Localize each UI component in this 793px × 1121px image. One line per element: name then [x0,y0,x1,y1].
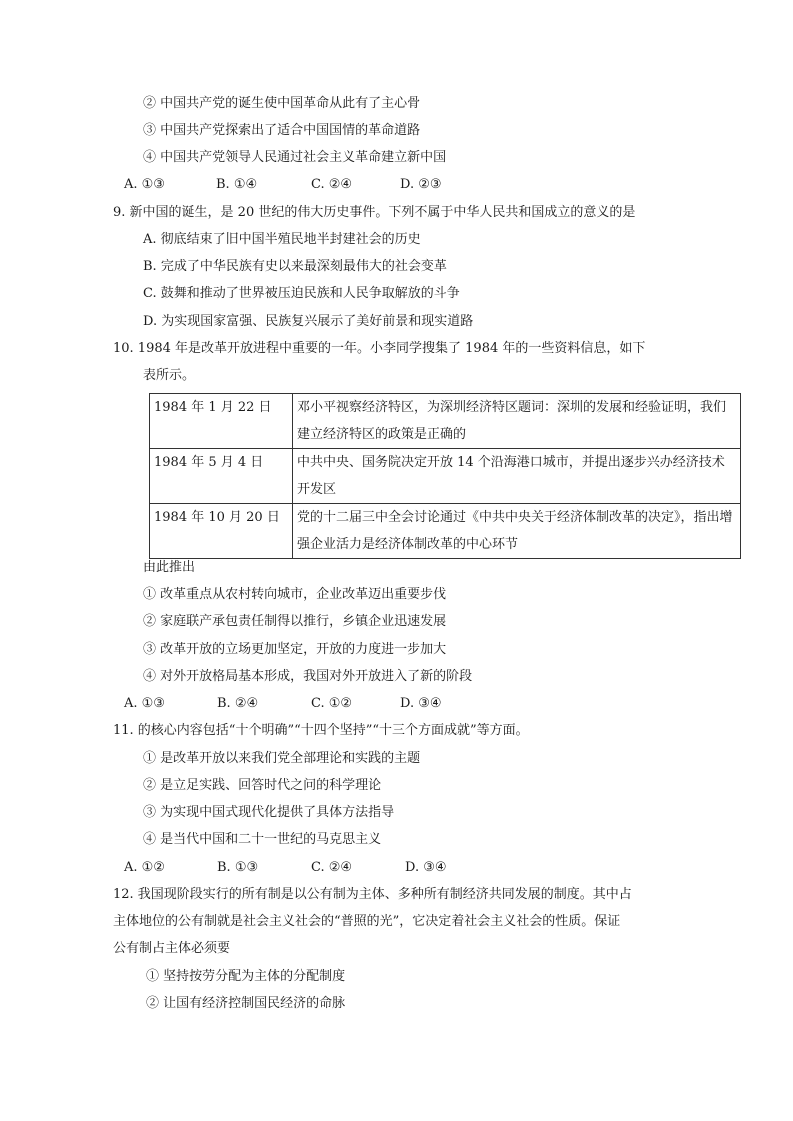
table-row [150,449,741,504]
q10-stem-line2: 表所示。 [143,368,196,383]
q11-option-c: C. ②④ [311,860,353,875]
table-cell-date: 1984 年 1 月 22 日 [150,394,293,449]
q11-item-4: ④ 是当代中国和二十一世纪的马克思主义 [143,832,382,847]
q10-item-1: ① 改革重点从农村转向城市，企业改革迈出重要步伐 [143,587,447,602]
q10-lead: 由此推出 [143,560,196,575]
q11-stem: 11. 的核心内容包括“十个明确”“十四个坚持”“十三个方面成就”等方面。 [113,723,529,738]
q12-item-2: ② 让国有经济控制国民经济的命脉 [146,996,346,1011]
table-row [150,394,741,449]
table-cell-text: 邓小平视察经济特区，为深圳经济特区题词：深圳的发展和经验证明，我们建立经济特区的政策是正确的 [293,394,741,449]
q12-stem-line3: 公有制占主体必须要 [113,941,231,956]
table-cell-text: 中共中央、国务院决定开放 14 个沿海港口城市，并提出逐步兴办经济技术开发区 [293,449,741,504]
q10-stem-line1: 10. 1984 年是改革开放进程中重要的一年。小李同学搜集了 1984 年的一些资料信息，如下 [113,341,646,356]
table-cell-date: 1984 年 10 月 20 日 [150,504,293,559]
q8-option-c: C. ②④ [311,177,353,192]
q10-info-table [149,393,741,559]
q9-choice-a: A. 彻底结束了旧中国半殖民地半封建社会的历史 [143,232,421,247]
q10-item-3: ③ 改革开放的立场更加坚定，开放的力度进一步加大 [143,642,447,657]
table-cell-text: 党的十二届三中全会讨论通过《中共中央关于经济体制改革的决定》，指出增强企业活力是经济体制改革的中心环节 [293,504,741,559]
q8-option-d: D. ②③ [400,177,442,192]
q11-item-3: ③ 为实现中国式现代化提供了具体方法指导 [143,805,395,820]
q10-item-4: ④ 对外开放格局基本形成，我国对外开放进入了新的阶段 [143,669,473,684]
q10-option-d: D. ③④ [400,696,442,711]
q9-choice-d: D. 为实现国家富强、民族复兴展示了美好前景和现实道路 [143,314,474,329]
table-cell-date: 1984 年 5 月 4 日 [150,449,293,504]
q9-choice-b: B. 完成了中华民族有史以来最深刻最伟大的社会变革 [143,259,447,274]
q9-choice-c: C. 鼓舞和推动了世界被压迫民族和人民争取解放的斗争 [143,286,460,301]
q8-option-a: A. ①③ [124,177,165,192]
q8-item-3: ③ 中国共产党探索出了适合中国国情的革命道路 [143,123,421,138]
q11-item-2: ② 是立足实践、回答时代之问的科学理论 [143,778,382,793]
q11-option-d: D. ③④ [405,860,447,875]
q9-stem: 9. 新中国的诞生，是 20 世纪的伟大历史事件。下列不属于中华人民共和国成立的意义的是 [113,205,636,220]
q11-option-b: B. ①③ [217,860,259,875]
q8-options [124,176,724,194]
q10-options [124,695,724,713]
q8-item-4: ④ 中国共产党领导人民通过社会主义革命建立新中国 [143,150,447,165]
q11-options [124,859,724,877]
q11-item-1: ① 是改革开放以来我们党全部理论和实践的主题 [143,751,421,766]
q10-option-a: A. ①③ [124,696,165,711]
q12-item-1: ① 坚持按劳分配为主体的分配制度 [146,969,346,984]
q11-option-a: A. ①② [124,860,165,875]
q10-option-c: C. ①② [311,696,353,711]
q12-stem-line1: 12. 我国现阶段实行的所有制是以公有制为主体、多种所有制经济共同发展的制度。其中占 [113,887,632,902]
q12-stem-line2: 主体地位的公有制就是社会主义社会的“普照的光”，它决定着社会主义社会的性质。保证 [113,914,621,929]
q10-option-b: B. ②④ [217,696,259,711]
table-row [150,504,741,559]
q8-item-2: ② 中国共产党的诞生使中国革命从此有了主心骨 [143,96,421,111]
q8-option-b: B. ①④ [216,177,258,192]
q10-item-2: ② 家庭联产承包责任制得以推行，乡镇企业迅速发展 [143,614,447,629]
